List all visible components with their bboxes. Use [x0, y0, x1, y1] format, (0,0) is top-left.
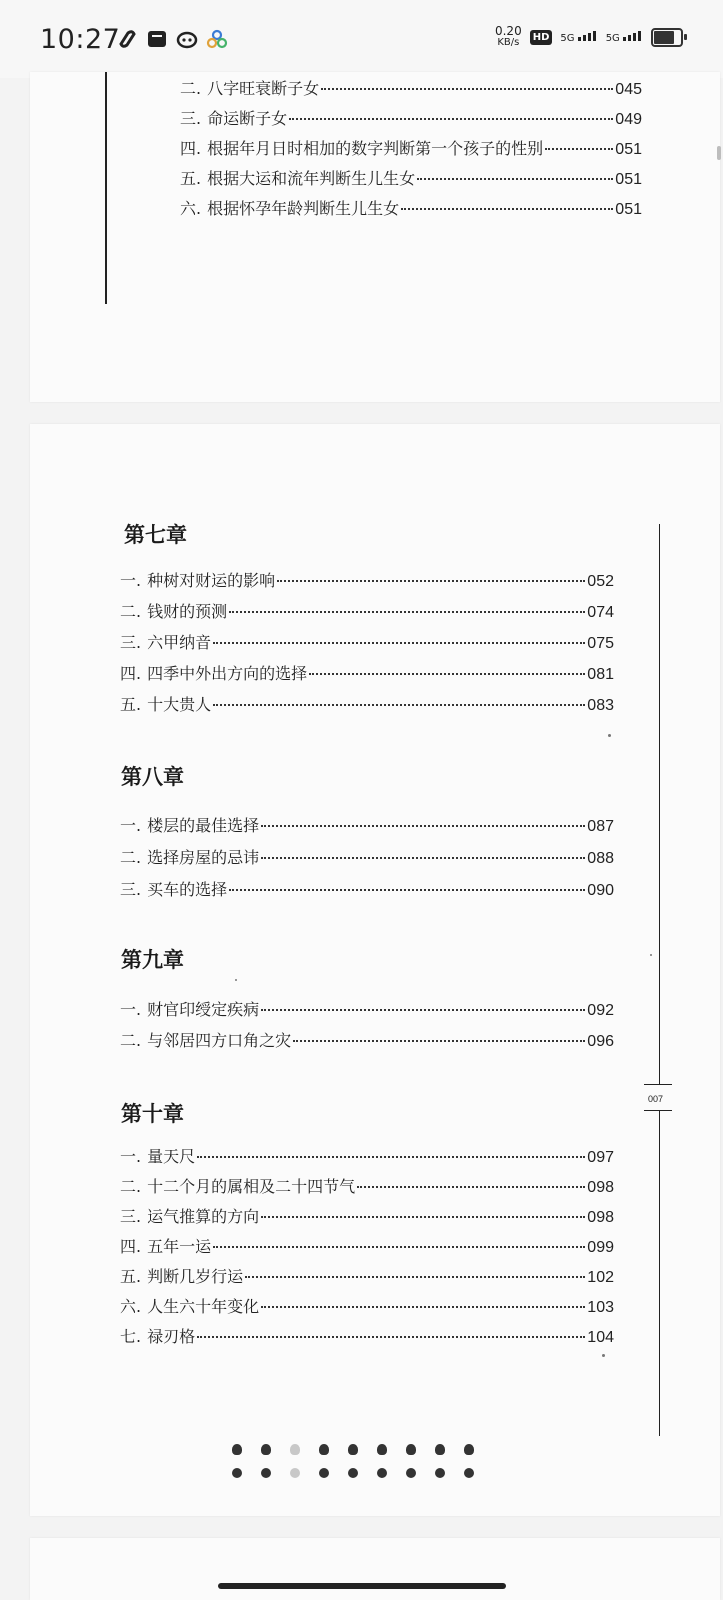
toc-entry-page: 045	[615, 81, 642, 98]
toc-entry-number: 二.	[120, 1177, 142, 1196]
toc-entry-title: 命运断子女	[207, 109, 288, 128]
toc-entry-number: 三.	[180, 109, 202, 128]
dot-leader	[261, 1216, 585, 1218]
sim2-signal	[606, 31, 643, 44]
toc-entry-title: 量天尺	[147, 1147, 196, 1166]
dot-leader	[357, 1186, 585, 1188]
toc-entry-number: 二.	[120, 848, 142, 867]
toc-entry-page: 102	[587, 1269, 614, 1286]
app-icon	[176, 28, 198, 50]
page-number: 007	[648, 1094, 664, 1104]
toc-entry-page: 081	[587, 666, 614, 683]
page-indicator-dot[interactable]	[464, 1444, 474, 1455]
page-indicator-dot	[377, 1468, 387, 1478]
status-bar	[0, 0, 723, 78]
page-indicator-dot[interactable]	[232, 1444, 242, 1455]
toc-entry	[120, 877, 614, 900]
dot-leader	[417, 178, 613, 180]
toc-entry-title: 钱财的预测	[147, 602, 228, 621]
hd-badge: HD	[530, 30, 553, 45]
toc-entry-number: 一.	[120, 1000, 142, 1019]
dot-leader	[197, 1156, 585, 1158]
page-indicator-dot[interactable]	[290, 1444, 300, 1455]
toc-entry	[120, 1264, 614, 1287]
toc-entry-title: 四季中外出方向的选择	[147, 664, 308, 683]
toc-entry	[120, 630, 614, 653]
page-indicator-dot	[348, 1468, 358, 1478]
toc-entry-title: 买车的选择	[147, 880, 228, 899]
scrollbar-thumb[interactable]	[717, 146, 721, 160]
toc-entry-title: 十大贵人	[147, 695, 212, 714]
chapter-heading: 第八章	[121, 764, 184, 789]
page-indicator-dot	[435, 1468, 445, 1478]
toc-entry	[180, 196, 642, 219]
scan-speck	[650, 954, 652, 956]
toc-entry-page: 083	[587, 697, 614, 714]
chapter-heading: 第十章	[121, 1101, 184, 1126]
toc-entry-number: 二.	[180, 79, 202, 98]
toc-entry-page: 088	[587, 850, 614, 867]
toc-entry-number: 一.	[120, 1147, 142, 1166]
toc-entry-page: 096	[587, 1033, 614, 1050]
toc-entry-title: 禄刃格	[147, 1327, 196, 1346]
toc-entry	[120, 845, 614, 868]
toc-entry-page: 098	[587, 1209, 614, 1226]
toc-entry	[120, 1028, 614, 1051]
toc-entry-title: 与邻居四方口角之灾	[147, 1031, 292, 1050]
toc-entry-page: 092	[587, 1002, 614, 1019]
toc-entry-number: 二.	[120, 1031, 142, 1050]
toc-entry-page: 051	[615, 141, 642, 158]
toc-entry-page: 097	[587, 1149, 614, 1166]
dot-leader	[261, 825, 585, 827]
dot-leader	[213, 642, 585, 644]
page-indicator	[232, 1444, 492, 1484]
page-indicator-dot	[261, 1468, 271, 1478]
toc-entry-number: 一.	[120, 816, 142, 835]
toc-entry-number: 六.	[120, 1297, 142, 1316]
dot-leader	[277, 580, 585, 582]
toc-entry	[120, 1324, 614, 1347]
toc-entry-page: 090	[587, 882, 614, 899]
toc-entry-page: 103	[587, 1299, 614, 1316]
toc-entry-title: 财官印绶定疾病	[147, 1000, 260, 1019]
toc-entry-title: 人生六十年变化	[147, 1297, 260, 1316]
chapter-heading: 第九章	[121, 947, 184, 972]
toc-entry	[180, 136, 642, 159]
page-margin-line-lower	[659, 1110, 660, 1436]
toc-entry	[120, 997, 614, 1020]
folio-rule-bottom	[644, 1110, 672, 1111]
toc-entry	[120, 1144, 614, 1167]
scan-speck	[608, 734, 611, 737]
toc-entry	[180, 166, 642, 189]
scan-speck	[602, 1354, 605, 1357]
toc-entry-page: 075	[587, 635, 614, 652]
toc-entry-title: 五年一运	[147, 1237, 212, 1256]
toc-entry	[180, 76, 642, 99]
page-indicator-dot[interactable]	[435, 1444, 445, 1455]
cloud-icon	[206, 28, 228, 50]
dot-leader	[309, 673, 585, 675]
toc-entry	[120, 599, 614, 622]
toc-entry	[120, 1174, 614, 1197]
toc-entry-title: 种树对财运的影响	[147, 571, 276, 590]
chapter-heading: 第七章	[124, 522, 187, 547]
dot-leader	[213, 704, 585, 706]
toc-entry-number: 七.	[120, 1327, 142, 1346]
dot-leader	[401, 208, 613, 210]
dot-leader	[261, 1009, 585, 1011]
dot-leader	[213, 1246, 585, 1248]
toc-entry-page: 074	[587, 604, 614, 621]
dot-leader	[197, 1336, 585, 1338]
toc-entry	[120, 568, 614, 591]
network-speed-value: 0.20	[494, 24, 522, 38]
dot-leader	[545, 148, 613, 150]
message-icon	[146, 28, 168, 50]
toc-entry-page: 049	[615, 111, 642, 128]
sim1-label: 5G	[560, 32, 575, 44]
toc-entry-page: 104	[587, 1329, 614, 1346]
system-indicators	[495, 26, 683, 48]
toc-entry	[180, 106, 642, 129]
toc-entry-page: 087	[587, 818, 614, 835]
page-indicator-dot[interactable]	[319, 1444, 329, 1455]
clock: 10:27	[40, 24, 121, 55]
toc-entry-number: 四.	[120, 664, 142, 683]
toc-entry-title: 楼层的最佳选择	[147, 816, 260, 835]
nfc-icon	[116, 28, 138, 50]
document-page-next[interactable]	[30, 1538, 720, 1600]
dot-leader	[261, 857, 585, 859]
page-indicator-dot	[406, 1468, 416, 1478]
dot-leader	[261, 1306, 585, 1308]
toc-entry-number: 四.	[180, 139, 202, 158]
document-page-previous[interactable]	[30, 72, 720, 402]
toc-entry-number: 四.	[120, 1237, 142, 1256]
toc-entry-title: 十二个月的属相及二十四节气	[147, 1177, 356, 1196]
toc-entry-number: 五.	[180, 169, 202, 188]
sim2-label: 5G	[605, 32, 620, 44]
toc-entry-number: 五.	[120, 1267, 142, 1286]
toc-entry-page: 052	[587, 573, 614, 590]
page-indicator-dot	[464, 1468, 474, 1478]
toc-entry-title: 根据年月日时相加的数字判断第一个孩子的性别	[207, 139, 544, 158]
dot-leader	[289, 118, 613, 120]
dot-leader	[293, 1040, 585, 1042]
dot-leader	[229, 611, 585, 613]
toc-entry	[120, 661, 614, 684]
toc-entry-number: 六.	[180, 199, 202, 218]
page-indicator-dot[interactable]	[406, 1444, 416, 1455]
toc-entry-number: 三.	[120, 1207, 142, 1226]
page-indicator-dot[interactable]	[348, 1444, 358, 1455]
toc-entry-number: 三.	[120, 880, 142, 899]
dot-leader	[321, 88, 613, 90]
dot-leader	[245, 1276, 585, 1278]
scan-speck	[235, 979, 237, 981]
toc-entry-page: 098	[587, 1179, 614, 1196]
toc-entry-page: 099	[587, 1239, 614, 1256]
toc-entry-number: 五.	[120, 695, 142, 714]
toc-entry-title: 六甲纳音	[147, 633, 212, 652]
toc-entry-number: 一.	[120, 571, 142, 590]
network-speed	[495, 26, 522, 48]
battery-icon	[651, 28, 683, 47]
toc-entry	[120, 1234, 614, 1257]
toc-entry	[120, 813, 614, 836]
document-page-current[interactable]	[30, 424, 720, 1516]
signal-icon	[623, 31, 643, 41]
page-indicator-dot[interactable]	[261, 1444, 271, 1455]
sim1-signal	[560, 31, 597, 44]
page-indicator-dot	[232, 1468, 242, 1478]
toc-entry-page: 051	[615, 171, 642, 188]
toc-entry-title: 运气推算的方向	[147, 1207, 260, 1226]
toc-entry-number: 三.	[120, 633, 142, 652]
toc-entry-page: 051	[615, 201, 642, 218]
toc-entry	[120, 1204, 614, 1227]
toc-entry-title: 选择房屋的忌讳	[147, 848, 260, 867]
page-margin-line	[659, 524, 660, 1084]
signal-icon	[578, 31, 598, 41]
toc-entry	[120, 692, 614, 715]
toc-entry-title: 根据大运和流年判断生儿生女	[207, 169, 416, 188]
network-speed-unit: KB/s	[497, 37, 520, 48]
toc-entry-number: 二.	[120, 602, 142, 621]
dot-leader	[229, 889, 585, 891]
page-indicator-dot	[290, 1468, 300, 1478]
page-margin-line	[105, 72, 107, 304]
page-indicator-dot	[319, 1468, 329, 1478]
home-gesture-bar[interactable]	[218, 1583, 506, 1589]
toc-entry-title: 判断几岁行运	[147, 1267, 244, 1286]
folio-rule-top	[644, 1084, 672, 1085]
page-indicator-dot[interactable]	[377, 1444, 387, 1455]
notification-icons	[116, 28, 228, 50]
toc-entry-title: 根据怀孕年龄判断生儿生女	[207, 199, 400, 218]
toc-entry-title: 八字旺衰断子女	[207, 79, 320, 98]
toc-entry	[120, 1294, 614, 1317]
